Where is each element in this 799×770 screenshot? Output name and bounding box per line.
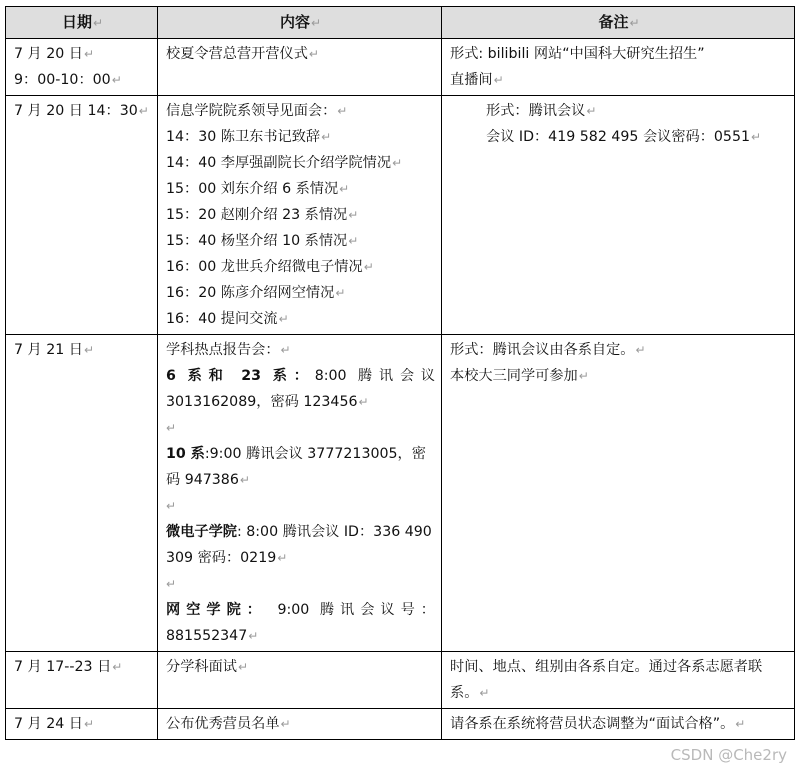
schedule-table [5,6,795,740]
content-cell: 公布优秀营员名单↵ [158,709,442,740]
table-row [6,709,795,740]
table-row [6,335,795,652]
header-note: 备注↵ [442,7,795,39]
content-cell: 信息学院院系领导见面会：↵ 14：30 陈卫东书记致辞↵ 14：40 李厚强副院长介绍学院情况↵ 15：00 刘东介绍 6 系情况↵ 15：20 赵刚介绍 23 系情况↵ 15：40 杨坚介绍 10 系情况↵ 16：00 龙世兵介绍微电子情况↵ 16：20 陈彦介绍网空情况↵ 16：40 提问交流↵ [158,96,442,335]
date-cell: 7 月 24 日↵ [6,709,158,740]
table-row [6,96,795,335]
header-content: 内容↵ [158,7,442,39]
header-date: 日期↵ [6,7,158,39]
date-cell: 7 月 20 日↵ 9：00-10：00↵ [6,39,158,96]
header-row [6,7,795,39]
date-cell: 7 月 20 日 14：30↵ [6,96,158,335]
table-row [6,652,795,709]
note-cell: 请各系在系统将营员状态调整为“面试合格”。↵ [442,709,795,740]
content-cell: 学科热点报告会：↵ 6 系和 23 系：8:00 腾讯会议 3013162089，密码 123456↵ ↵ 10 系:9:00 腾讯会议 3777213005，密码 947386↵ ↵ 微电子学院: 8:00 腾讯会议 ID：336 490 309 密码：0219↵ ↵ 网空学院： 9:00 腾讯会议号：881552347↵ [158,335,442,652]
content-cell: 分学科面试↵ [158,652,442,709]
note-cell: 形式：腾讯会议由各系自定。↵ 本校大三同学可参加↵ [442,335,795,652]
note-cell: 时间、地点、组别由各系自定。通过各系志愿者联系。↵ [442,652,795,709]
watermark: CSDN @Che2ry [670,746,787,764]
note-cell: 形式: bilibili 网站“中国科大研究生招生” 直播间↵ [442,39,795,96]
table-row [6,39,795,96]
content-cell: 校夏令营总营开营仪式↵ [158,39,442,96]
date-cell: 7 月 21 日↵ [6,335,158,652]
date-cell: 7 月 17--23 日↵ [6,652,158,709]
note-cell: 形式：腾讯会议↵ 会议 ID：419 582 495 会议密码：0551↵ [442,96,795,335]
